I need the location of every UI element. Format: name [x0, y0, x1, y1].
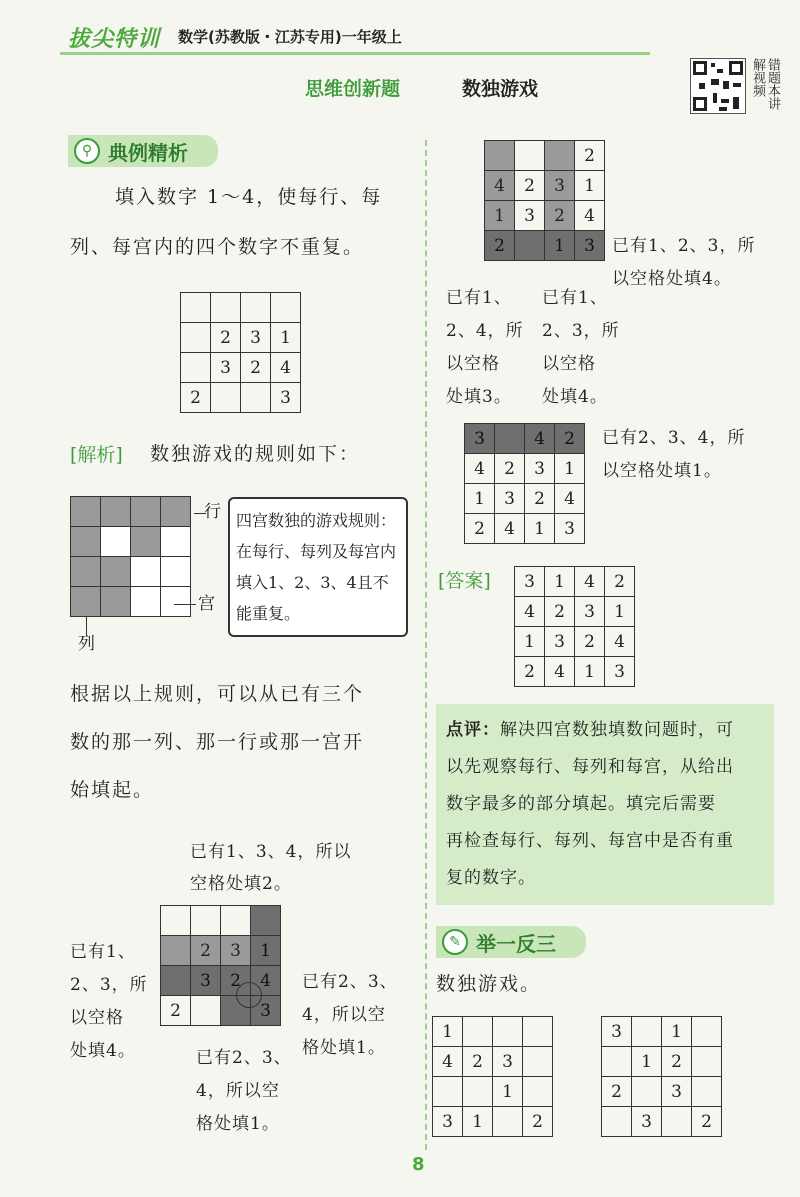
- grid-cell: [251, 906, 281, 936]
- grid-cell: 4: [433, 1047, 463, 1077]
- grid-cell: [662, 1107, 692, 1137]
- grid-cell: 2: [181, 383, 211, 413]
- grid-cell: [632, 1017, 662, 1047]
- grid-cell: 3: [211, 353, 241, 383]
- grid-cell: 2: [515, 657, 545, 687]
- step2-note-b: 已有1、 2、3，所 以空格 处填4。: [542, 288, 620, 407]
- grid-cell: [221, 906, 251, 936]
- grid-cell: [181, 293, 211, 323]
- grid-cell: 3: [191, 966, 221, 996]
- grid-cell: 1: [463, 1107, 493, 1137]
- grid-cell: [495, 424, 525, 454]
- grid-cell: [71, 587, 101, 617]
- practice-tab: [436, 926, 586, 958]
- grid-cell: 2: [515, 171, 545, 201]
- grid-cell: 2: [221, 966, 251, 996]
- grid-cell: 1: [662, 1017, 692, 1047]
- puzzle-grid: [180, 292, 301, 413]
- grid-cell: [692, 1017, 722, 1047]
- grid-cell: [545, 141, 575, 171]
- header-rule: [60, 52, 650, 55]
- grid-cell: [523, 1077, 553, 1107]
- grid-cell: [211, 383, 241, 413]
- grid-cell: 2: [575, 627, 605, 657]
- grid-cell: 3: [662, 1077, 692, 1107]
- grid-cell: 3: [241, 323, 271, 353]
- grid-cell: 3: [433, 1107, 463, 1137]
- grid-cell: 2: [575, 141, 605, 171]
- grid-cell: [131, 587, 161, 617]
- col-label: 列: [78, 634, 97, 654]
- grid-cell: 4: [495, 514, 525, 544]
- section-title: 思维创新题: [305, 78, 401, 100]
- grid-cell: [131, 497, 161, 527]
- step1-left-note: 已有1、 2、3，所 以空格 处填4。: [70, 942, 148, 1061]
- grid-cell: 1: [433, 1017, 463, 1047]
- grid-cell: [485, 141, 515, 171]
- grid-cell: [463, 1017, 493, 1047]
- grid-cell: 1: [493, 1077, 523, 1107]
- grid-cell: [692, 1077, 722, 1107]
- qr-side-label: 错题本讲解视频: [750, 58, 780, 110]
- grid-cell: [181, 353, 211, 383]
- step3-note: 已有2、3、4，所 以空格处填1。: [602, 428, 746, 481]
- practice-grid-2: [601, 1016, 722, 1137]
- para-line-3: 始填起。: [70, 779, 155, 801]
- grid-cell: [632, 1077, 662, 1107]
- row-label: 行: [204, 502, 223, 522]
- grid-cell: 3: [545, 627, 575, 657]
- pencil-icon: ✎: [442, 929, 468, 955]
- step2-right-note: 已有1、2、3，所 以空格处填4。: [612, 236, 756, 289]
- grid-cell: 2: [545, 201, 575, 231]
- answer-label: [答案]: [438, 570, 491, 592]
- grid-cell: 2: [525, 484, 555, 514]
- grid-cell: [161, 497, 191, 527]
- box-label: 宫: [198, 594, 217, 614]
- grid-cell: 3: [605, 657, 635, 687]
- grid-cell: 4: [465, 454, 495, 484]
- grid-cell: 1: [605, 597, 635, 627]
- rule-diagram-grid: [70, 496, 191, 617]
- answer-grid: [514, 566, 635, 687]
- grid-cell: [71, 527, 101, 557]
- grid-cell: 1: [545, 567, 575, 597]
- grid-cell: [602, 1107, 632, 1137]
- grid-cell: [161, 966, 191, 996]
- grid-cell: 4: [545, 657, 575, 687]
- grid-cell: [101, 497, 131, 527]
- grid-cell: 3: [515, 201, 545, 231]
- grid-cell: [101, 587, 131, 617]
- grid-cell: 4: [251, 966, 281, 996]
- grid-cell: 4: [271, 353, 301, 383]
- grid-cell: 1: [575, 171, 605, 201]
- grid-cell: 1: [251, 936, 281, 966]
- review-box: 点评：解决四宫数独填数问题时，可 以先观察每行、每列和每宫，从给出 数字最多的部分填起。填完后需要 再检查每行、每列、每宫中是否有重 复的数字。: [436, 704, 774, 905]
- grid-cell: 2: [191, 936, 221, 966]
- grid-cell: 3: [632, 1107, 662, 1137]
- review-label: 点评：: [446, 720, 500, 740]
- step2-grid: [484, 140, 605, 261]
- page-number: 8: [412, 1154, 425, 1175]
- grid-cell: 2: [555, 424, 585, 454]
- grid-cell: [523, 1047, 553, 1077]
- para-line-1: 根据以上规则，可以从已有三个: [70, 683, 365, 705]
- grid-cell: 2: [602, 1077, 632, 1107]
- grid-cell: 3: [575, 597, 605, 627]
- step1-bottom-note: 已有2、3、 4，所以空 格处填1。: [196, 1048, 292, 1134]
- grid-cell: 3: [493, 1047, 523, 1077]
- grid-cell: 1: [515, 627, 545, 657]
- grid-cell: 4: [605, 627, 635, 657]
- grid-cell: 2: [211, 323, 241, 353]
- step1-right-note: 已有2、3、 4，所以空 格处填1。: [302, 972, 398, 1058]
- grid-cell: [191, 906, 221, 936]
- example-tab: [68, 135, 218, 167]
- qr-code[interactable]: [690, 58, 746, 114]
- para-line-2: 数的那一列、那一行或那一宫开: [70, 731, 365, 753]
- book-subtitle: 数学(苏教版・江苏专用)一年级上: [178, 28, 402, 46]
- grid-cell: 3: [545, 171, 575, 201]
- grid-cell: 3: [575, 231, 605, 261]
- grid-cell: 4: [575, 201, 605, 231]
- grid-cell: 2: [495, 454, 525, 484]
- topic-title: 数独游戏: [462, 78, 539, 100]
- grid-cell: [602, 1047, 632, 1077]
- analysis-label: [解析]: [70, 444, 123, 466]
- grid-cell: [161, 557, 191, 587]
- grid-cell: 2: [241, 353, 271, 383]
- grid-cell: [493, 1107, 523, 1137]
- grid-cell: 4: [525, 424, 555, 454]
- grid-cell: [692, 1047, 722, 1077]
- grid-cell: 1: [555, 454, 585, 484]
- grid-cell: [191, 996, 221, 1026]
- grid-cell: [463, 1077, 493, 1107]
- step2-note-a: 已有1、 2、4，所 以空格 处填3。: [446, 288, 524, 407]
- grid-cell: 2: [692, 1107, 722, 1137]
- grid-cell: 3: [602, 1017, 632, 1047]
- grid-cell: 3: [465, 424, 495, 454]
- grid-cell: 3: [555, 514, 585, 544]
- grid-cell: [493, 1017, 523, 1047]
- step1-top-note-1: 已有1、3、4，所以: [190, 842, 352, 862]
- grid-cell: 3: [251, 996, 281, 1026]
- grid-cell: 2: [463, 1047, 493, 1077]
- grid-cell: [101, 527, 131, 557]
- grid-cell: [161, 587, 191, 617]
- grid-cell: [241, 383, 271, 413]
- grid-cell: 4: [515, 597, 545, 627]
- grid-cell: 2: [485, 231, 515, 261]
- grid-cell: [241, 293, 271, 323]
- grid-cell: 4: [575, 567, 605, 597]
- practice-prompt: 数独游戏。: [436, 973, 542, 995]
- grid-cell: [161, 906, 191, 936]
- step3-grid: [464, 423, 585, 544]
- grid-cell: 2: [161, 996, 191, 1026]
- grid-cell: 1: [525, 514, 555, 544]
- grid-cell: 3: [221, 936, 251, 966]
- practice-tab-label: 举一反三: [476, 931, 556, 956]
- grid-cell: 1: [485, 201, 515, 231]
- grid-cell: 3: [525, 454, 555, 484]
- grid-cell: 1: [271, 323, 301, 353]
- grid-cell: 4: [555, 484, 585, 514]
- grid-cell: 2: [545, 597, 575, 627]
- grid-cell: 3: [495, 484, 525, 514]
- grid-cell: 3: [271, 383, 301, 413]
- practice-grid-1: [432, 1016, 553, 1137]
- grid-cell: [131, 557, 161, 587]
- brand-logo: 拔尖特训: [68, 27, 161, 52]
- column-divider: [425, 140, 427, 1150]
- problem-line-1: 填入数字 1～4，使每行、每: [115, 186, 383, 208]
- grid-cell: 1: [545, 231, 575, 261]
- grid-cell: 2: [662, 1047, 692, 1077]
- grid-cell: [181, 323, 211, 353]
- grid-cell: [131, 527, 161, 557]
- grid-cell: 2: [605, 567, 635, 597]
- grid-cell: [271, 293, 301, 323]
- highlight-circle: [236, 982, 262, 1008]
- box-pointer: [174, 604, 196, 605]
- analysis-intro: 数独游戏的规则如下：: [150, 443, 361, 465]
- grid-cell: 1: [632, 1047, 662, 1077]
- rule-box: 四宫数独的游戏规则：在每行、每列及每宫内填入1、2、3、4且不能重复。: [228, 497, 408, 637]
- grid-cell: 3: [515, 567, 545, 597]
- grid-cell: 2: [465, 514, 495, 544]
- grid-cell: [161, 527, 191, 557]
- step1-grid: [160, 905, 281, 1026]
- grid-cell: 4: [485, 171, 515, 201]
- grid-cell: [515, 141, 545, 171]
- grid-cell: [71, 557, 101, 587]
- step1-top-note-2: 空格处填2。: [190, 874, 292, 894]
- grid-cell: [515, 231, 545, 261]
- example-tab-label: 典例精析: [108, 140, 188, 165]
- grid-cell: [161, 936, 191, 966]
- problem-line-2: 列、每宫内的四个数字不重复。: [70, 236, 365, 258]
- grid-cell: 2: [523, 1107, 553, 1137]
- grid-cell: [433, 1077, 463, 1107]
- grid-cell: [211, 293, 241, 323]
- grid-cell: [101, 557, 131, 587]
- qr-code-icon: [691, 59, 745, 113]
- grid-cell: 1: [465, 484, 495, 514]
- grid-cell: 1: [575, 657, 605, 687]
- grid-cell: [523, 1017, 553, 1047]
- magnifier-icon: ⚲: [74, 138, 100, 164]
- grid-cell: [71, 497, 101, 527]
